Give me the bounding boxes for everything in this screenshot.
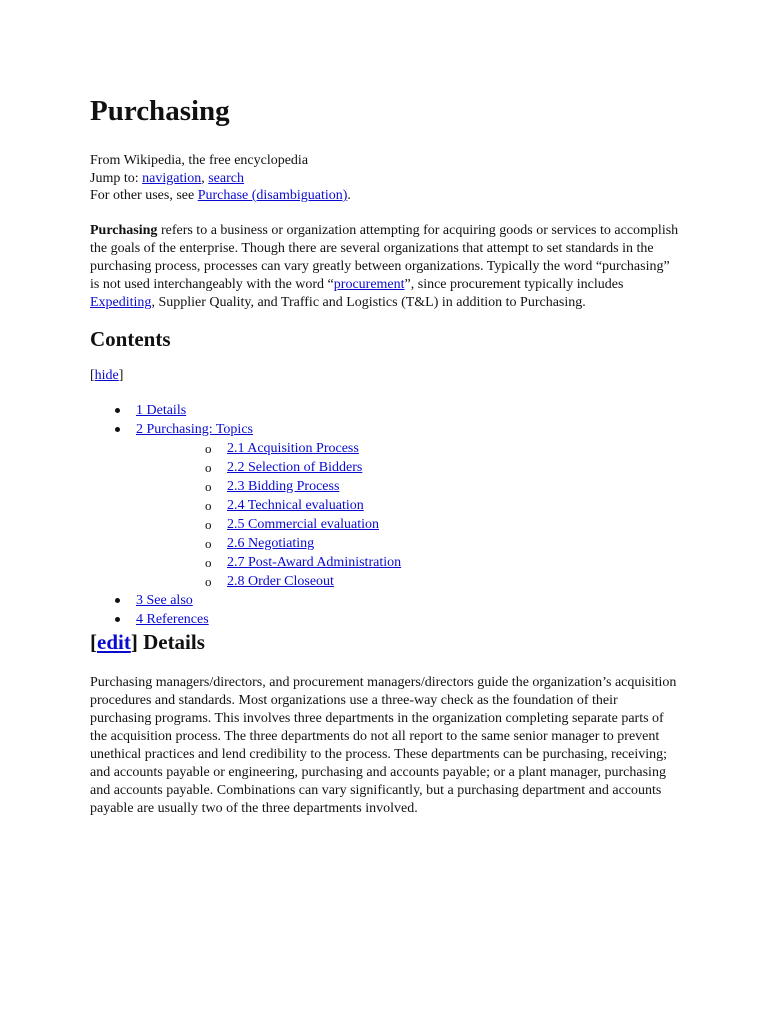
navigation-link[interactable]: navigation	[142, 170, 202, 186]
toc-subitem	[136, 515, 680, 534]
toc-subitem	[136, 553, 680, 572]
toc-link-negotiating[interactable]: 2.6 Negotiating	[227, 535, 315, 551]
toc-subitem	[136, 477, 680, 496]
toc-link-bidding-process[interactable]: 2.3 Bidding Process	[227, 478, 340, 494]
edit-bracket-open: [	[90, 629, 97, 654]
hide-bracket-open: [	[90, 367, 95, 383]
intro-paragraph	[90, 222, 680, 312]
intro-text-3: , Supplier Quality, and Traffic and Logistics (T&L) in addition to Purchasing.	[151, 294, 586, 310]
toc-link-references[interactable]: 4 References	[136, 611, 209, 627]
intro-bold-term: Purchasing	[90, 222, 158, 238]
toc-subitem	[136, 572, 680, 591]
intro-text-2: ”, since procurement typically includes	[404, 276, 624, 292]
toc-link-technical-evaluation[interactable]: 2.4 Technical evaluation	[227, 497, 364, 513]
toc-item	[90, 420, 680, 591]
toc-subitem	[136, 496, 680, 515]
toc-sublist	[136, 439, 680, 591]
disambiguation-link[interactable]: Purchase (disambiguation)	[197, 188, 348, 203]
toc-subitem	[136, 534, 680, 553]
details-heading	[90, 629, 680, 655]
toc-item	[90, 591, 680, 610]
toc-subitem	[136, 458, 680, 477]
toc-link-details[interactable]: 1 Details	[136, 402, 187, 418]
toc-link-see-also[interactable]: 3 See also	[136, 592, 193, 608]
details-paragraph: Purchasing managers/directors, and procurement managers/directors guide the organization’s acquisition procedures and standards. Most organizations use a three-way check as the foundation of their purchasing programs. This involves three departments in the organization completing separate parts of the acquisition process. The three departments do not all report to the same senior manager to prevent unethical practices and lend credibility to the process. These departments can be purchasing, receiving; and accounts payable or engineering, purchasing and accounts payable; or a plant manager, purchasing and accounts payable. Combinations can vary significantly, but a purchasing department and accounts payable are usually two of the three departments involved.	[90, 674, 677, 816]
tagline: From Wikipedia, the free encyclopedia	[90, 153, 309, 168]
toc-link-selection-of-bidders[interactable]: 2.2 Selection of Bidders	[227, 459, 363, 475]
toc-subitem	[136, 439, 680, 458]
article-meta	[90, 152, 680, 205]
toc-list	[90, 401, 680, 629]
hide-bracket-close: ]	[118, 367, 124, 383]
edit-bracket-close: ]	[130, 629, 138, 654]
toc-link-commercial-evaluation[interactable]: 2.5 Commercial evaluation	[227, 516, 380, 532]
procurement-link[interactable]: procurement	[333, 276, 405, 292]
other-uses-line	[90, 187, 680, 205]
toc-item	[90, 610, 680, 629]
details-heading-text: Details	[137, 629, 205, 654]
toc-link-acquisition-process[interactable]: 2.1 Acquisition Process	[227, 440, 359, 456]
hide-toggle	[90, 367, 680, 385]
contents-heading: Contents	[90, 326, 171, 351]
jump-to-prefix: Jump to:	[90, 170, 143, 186]
toc-link-purchasing-topics[interactable]: 2 Purchasing: Topics	[136, 421, 253, 437]
toc-link-post-award-administration[interactable]: 2.7 Post-Award Administration	[227, 554, 402, 570]
other-uses-suffix: .	[347, 188, 351, 203]
hide-link[interactable]: hide	[94, 367, 119, 383]
toc-item	[90, 401, 680, 420]
edit-link[interactable]: edit	[97, 629, 131, 654]
expediting-link[interactable]: Expediting	[90, 294, 152, 310]
article	[90, 92, 680, 832]
jump-separator: ,	[201, 170, 209, 186]
jump-to-line	[90, 170, 680, 188]
toc-link-order-closeout[interactable]: 2.8 Order Closeout	[227, 573, 334, 589]
table-of-contents	[90, 326, 680, 629]
other-uses-prefix: For other uses, see	[90, 188, 198, 203]
intro-text-1: refers to a business or organization attempting for acquiring goods or services to accomplish the goals of the enterprise. Though there are several organizations that attempt to set standards in the purchasing process, processes can vary greatly between organizations. Typically the word “purchasing” is not used interchangeably with the word “	[90, 222, 679, 292]
search-link[interactable]: search	[208, 170, 244, 186]
page-title: Purchasing	[90, 95, 230, 127]
